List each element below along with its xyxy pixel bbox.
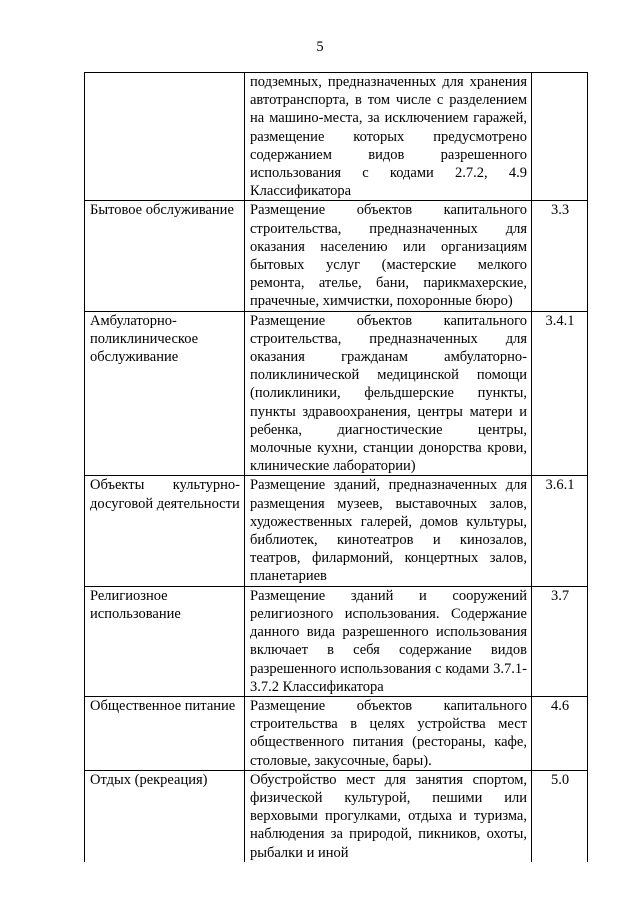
row-code: 3.6.1 bbox=[532, 476, 588, 586]
row-description: Размещение объектов капитального строительства в целях устройства мест общественного питания (рестораны, кафе, столовые, закусочные, бары). bbox=[245, 696, 532, 770]
table-row bbox=[85, 696, 588, 770]
table-row bbox=[85, 476, 588, 586]
table-row bbox=[85, 311, 588, 476]
table-row bbox=[85, 770, 588, 862]
row-name bbox=[85, 73, 245, 201]
table-row bbox=[85, 201, 588, 311]
row-description: Размещение объектов капитального строительства, предназначенных для оказания населению или организациям бытовых услуг (мастерские мелкого ремонта, ателье, бани, парикмахерские, прачечные, химчистки, похоронные бюро) bbox=[245, 201, 532, 311]
row-code: 3.4.1 bbox=[532, 311, 588, 476]
row-description: подземных, предназначенных для хранения автотранспорта, в том числе с разделением на машино-места, за исключением гаражей, размещение которых предусмотрено содержанием видов разрешенного использования с кодами 2.7.2, 4.9 Классификатора bbox=[245, 73, 532, 201]
row-code: 3.7 bbox=[532, 586, 588, 696]
row-name: Бытовое обслуживание bbox=[85, 201, 245, 311]
land-use-table bbox=[84, 72, 588, 862]
row-name: Общественное питание bbox=[85, 696, 245, 770]
row-description: Размещение зданий, предназначенных для размещения музеев, выставочных залов, художественных галерей, домов культуры, библиотек, кинотеатров и кинозалов, театров, филармоний, концертных залов, планетариев bbox=[245, 476, 532, 586]
row-description: Размещение зданий и сооружений религиозного использования. Содержание данного вида разрешенного использования включает в себя содержание видов разрешенного использования с кодами 3.7.1-3.7.2 Классификатора bbox=[245, 586, 532, 696]
row-description: Размещение объектов капитального строительства, предназначенных для оказания гражданам амбулаторно-поликлинической медицинской помощи (поликлиники, фельдшерские пункты, пункты здравоохранения, центры матери и ребенка, диагностические центры, молочные кухни, станции донорства крови, клинические лаборатории) bbox=[245, 311, 532, 476]
row-name: Объекты культурно-досуговой деятельности bbox=[85, 476, 245, 586]
table-row bbox=[85, 73, 588, 201]
row-name: Амбулаторно-поликлиническое обслуживание bbox=[85, 311, 245, 476]
row-name: Отдых (рекреация) bbox=[85, 770, 245, 862]
table-row bbox=[85, 586, 588, 696]
row-code: 3.3 bbox=[532, 201, 588, 311]
page-number: 5 bbox=[316, 39, 324, 55]
row-code: 5.0 bbox=[532, 770, 588, 862]
row-code: 4.6 bbox=[532, 696, 588, 770]
row-description: Обустройство мест для занятия спортом, физической культурой, пешими или верховыми прогулками, отдыха и туризма, наблюдения за природой, пикников, охоты, рыбалки и иной bbox=[245, 770, 532, 862]
row-name: Религиозное использование bbox=[85, 586, 245, 696]
row-code bbox=[532, 73, 588, 201]
